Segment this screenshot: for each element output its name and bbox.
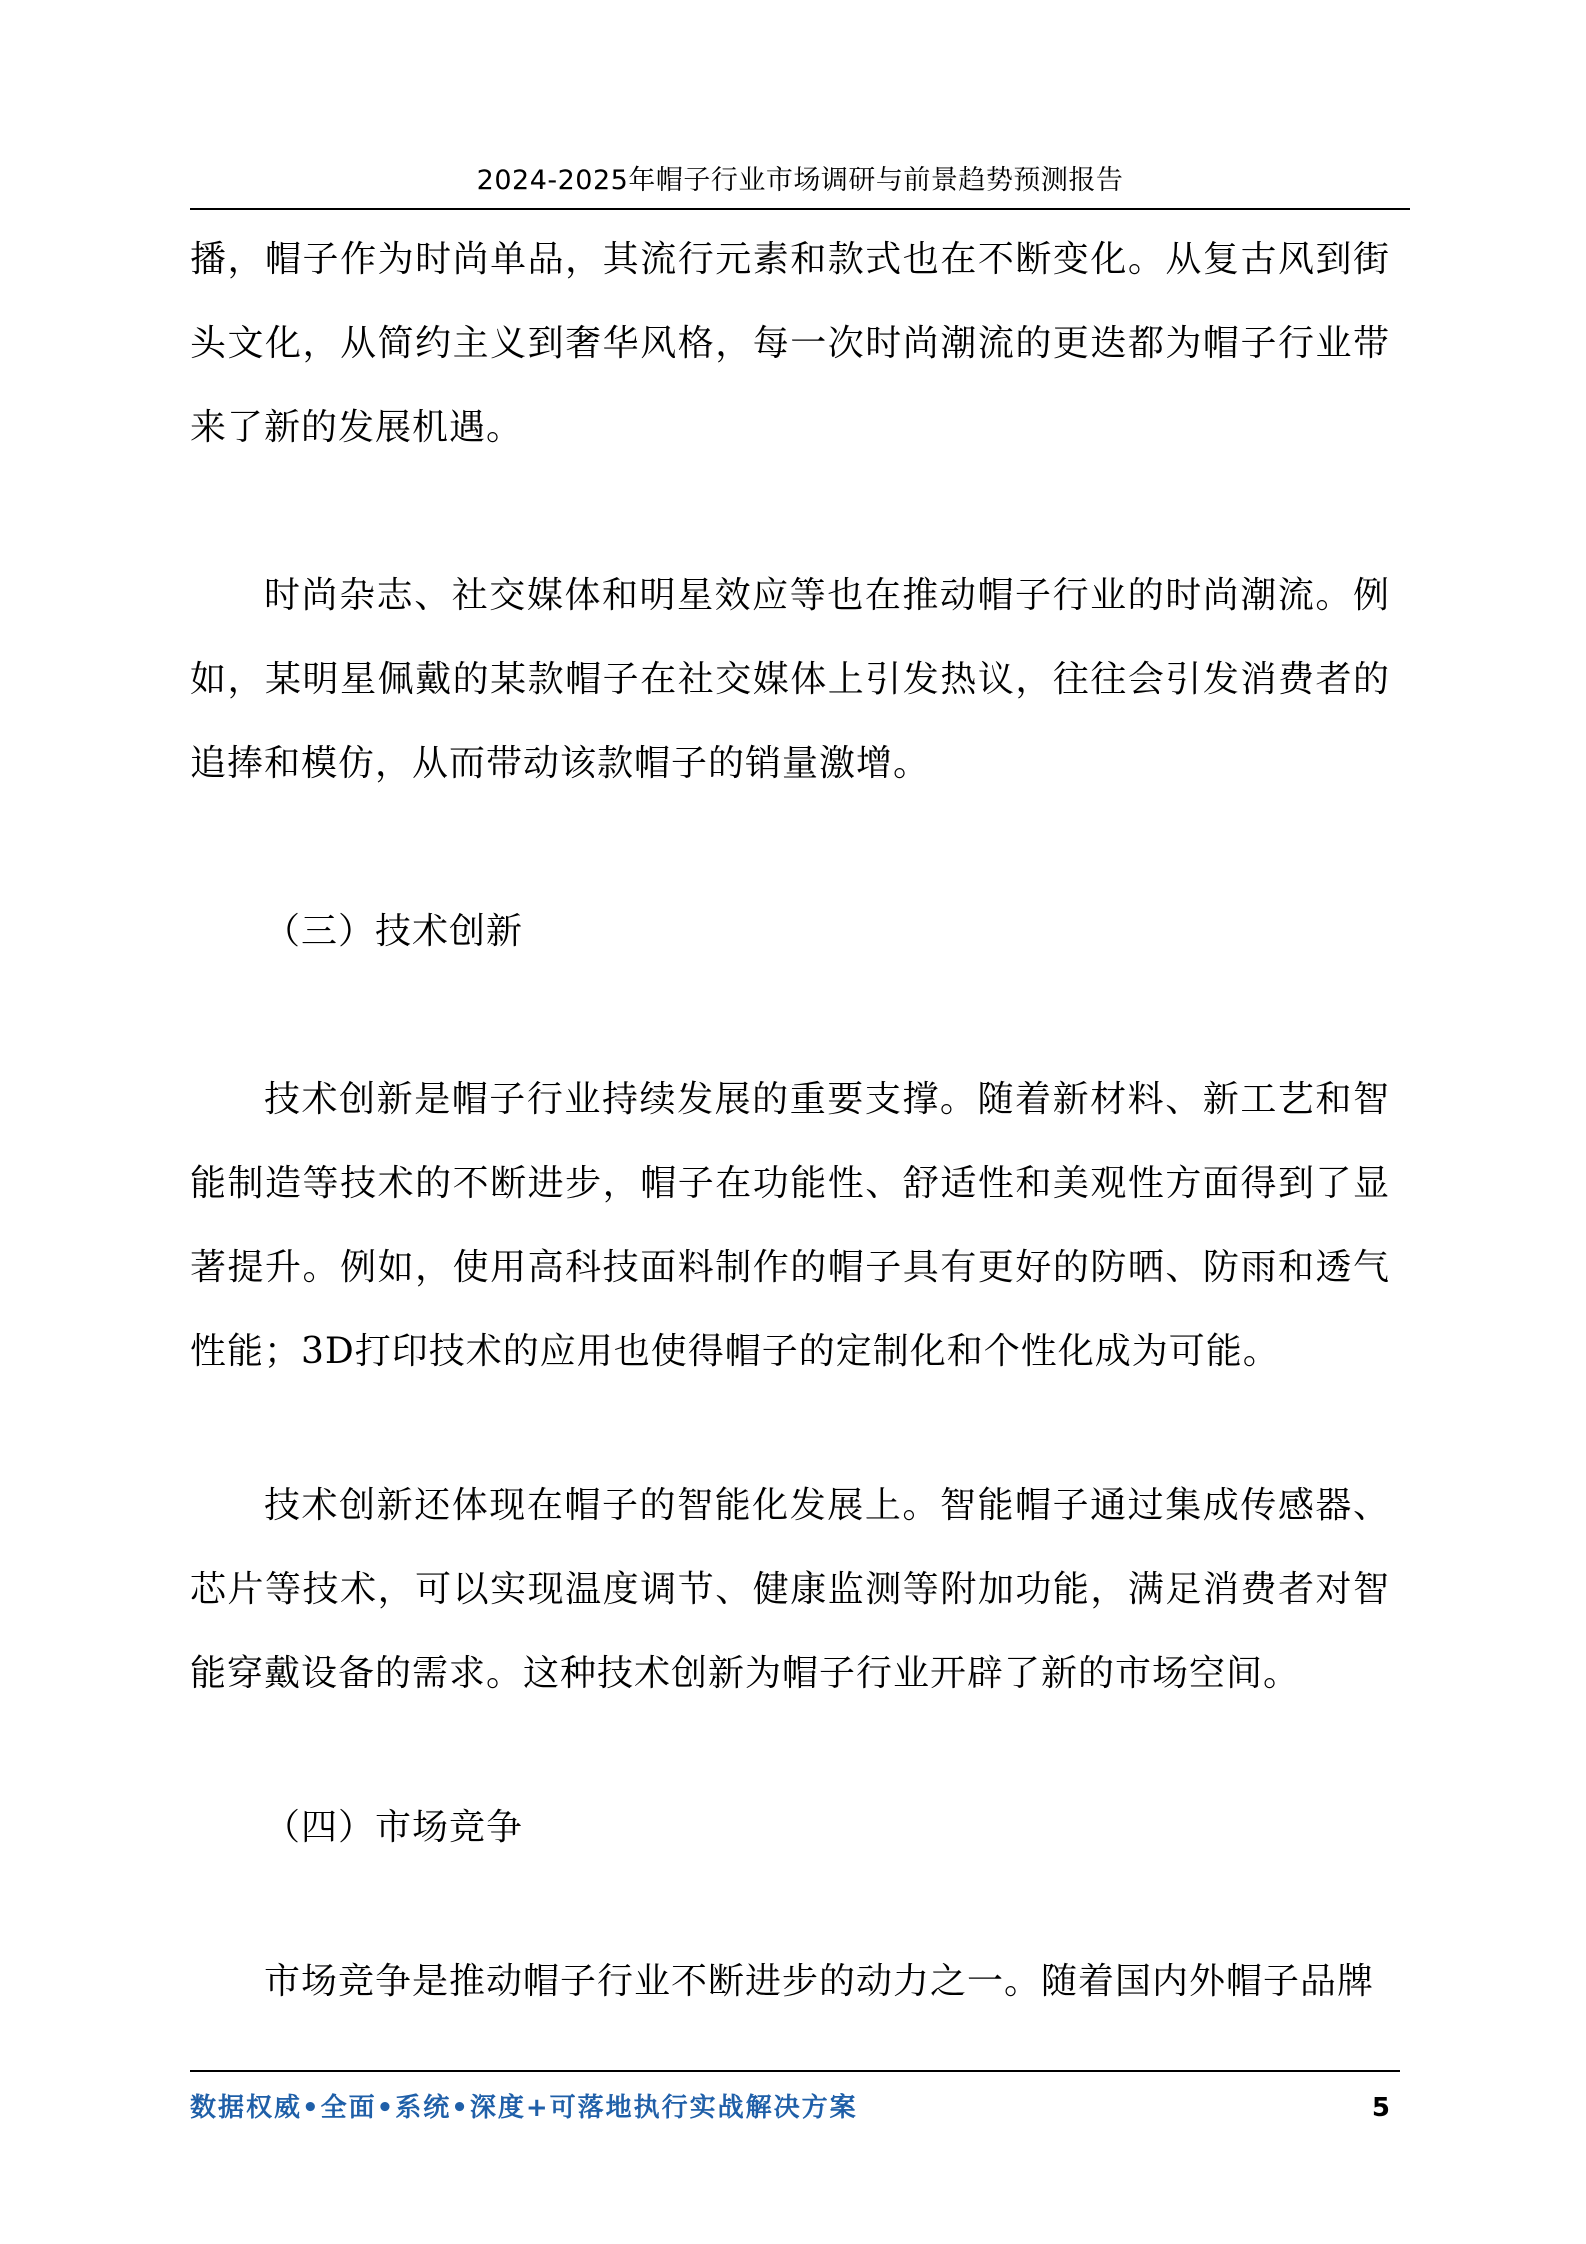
header-title: 2024-2025年帽子行业市场调研与前景趋势预测报告	[476, 165, 1124, 196]
footer-divider	[190, 2070, 1400, 2072]
footer-slogan: 数据权威•全面•系统•深度+可落地执行实战解决方案	[190, 2093, 858, 2123]
paragraph-fashion-media: 时尚杂志、社交媒体和明星效应等也在推动帽子行业的时尚潮流。例如，某明星佩戴的某款帽子在社交媒体上引发热议，往往会引发消费者的追捧和模仿，从而带动该款帽子的销量激增。	[190, 575, 1390, 784]
section-heading-market-competition: （四）市场竞争	[264, 1807, 524, 1848]
spacer	[190, 974, 1390, 1058]
spacer	[190, 1716, 1390, 1786]
section-heading-tech-innovation: （三）技术创新	[264, 911, 524, 952]
paragraph-trend-continuation: 播，帽子作为时尚单品，其流行元素和款式也在不断变化。从复古风到街头文化，从简约主义到奢华风格，每一次时尚潮流的更迭都为帽子行业带来了新的发展机遇。	[190, 239, 1390, 448]
header-divider	[190, 208, 1410, 210]
paragraph-smart-hats: 技术创新还体现在帽子的智能化发展上。智能帽子通过集成传感器、芯片等技术，可以实现温度调节、健康监测等附加功能，满足消费者对智能穿戴设备的需求。这种技术创新为帽子行业开辟了新的市场空间。	[190, 1485, 1390, 1694]
spacer	[190, 806, 1390, 890]
paragraph-tech-innovation: 技术创新是帽子行业持续发展的重要支撑。随着新材料、新工艺和智能制造等技术的不断进步，帽子在功能性、舒适性和美观性方面得到了显著提升。例如，使用高科技面料制作的帽子具有更好的防晒、防雨和透气性能；3D打印技术的应用也使得帽子的定制化和个性化成为可能。	[190, 1079, 1390, 1372]
paragraph-market-competition: 市场竞争是推动帽子行业不断进步的动力之一。随着国内外帽子品牌	[264, 1961, 1375, 2002]
spacer	[190, 470, 1390, 554]
page-body	[190, 218, 1390, 2024]
spacer	[190, 1394, 1390, 1464]
page-number: 5	[1371, 2093, 1390, 2123]
spacer	[190, 1870, 1390, 1940]
